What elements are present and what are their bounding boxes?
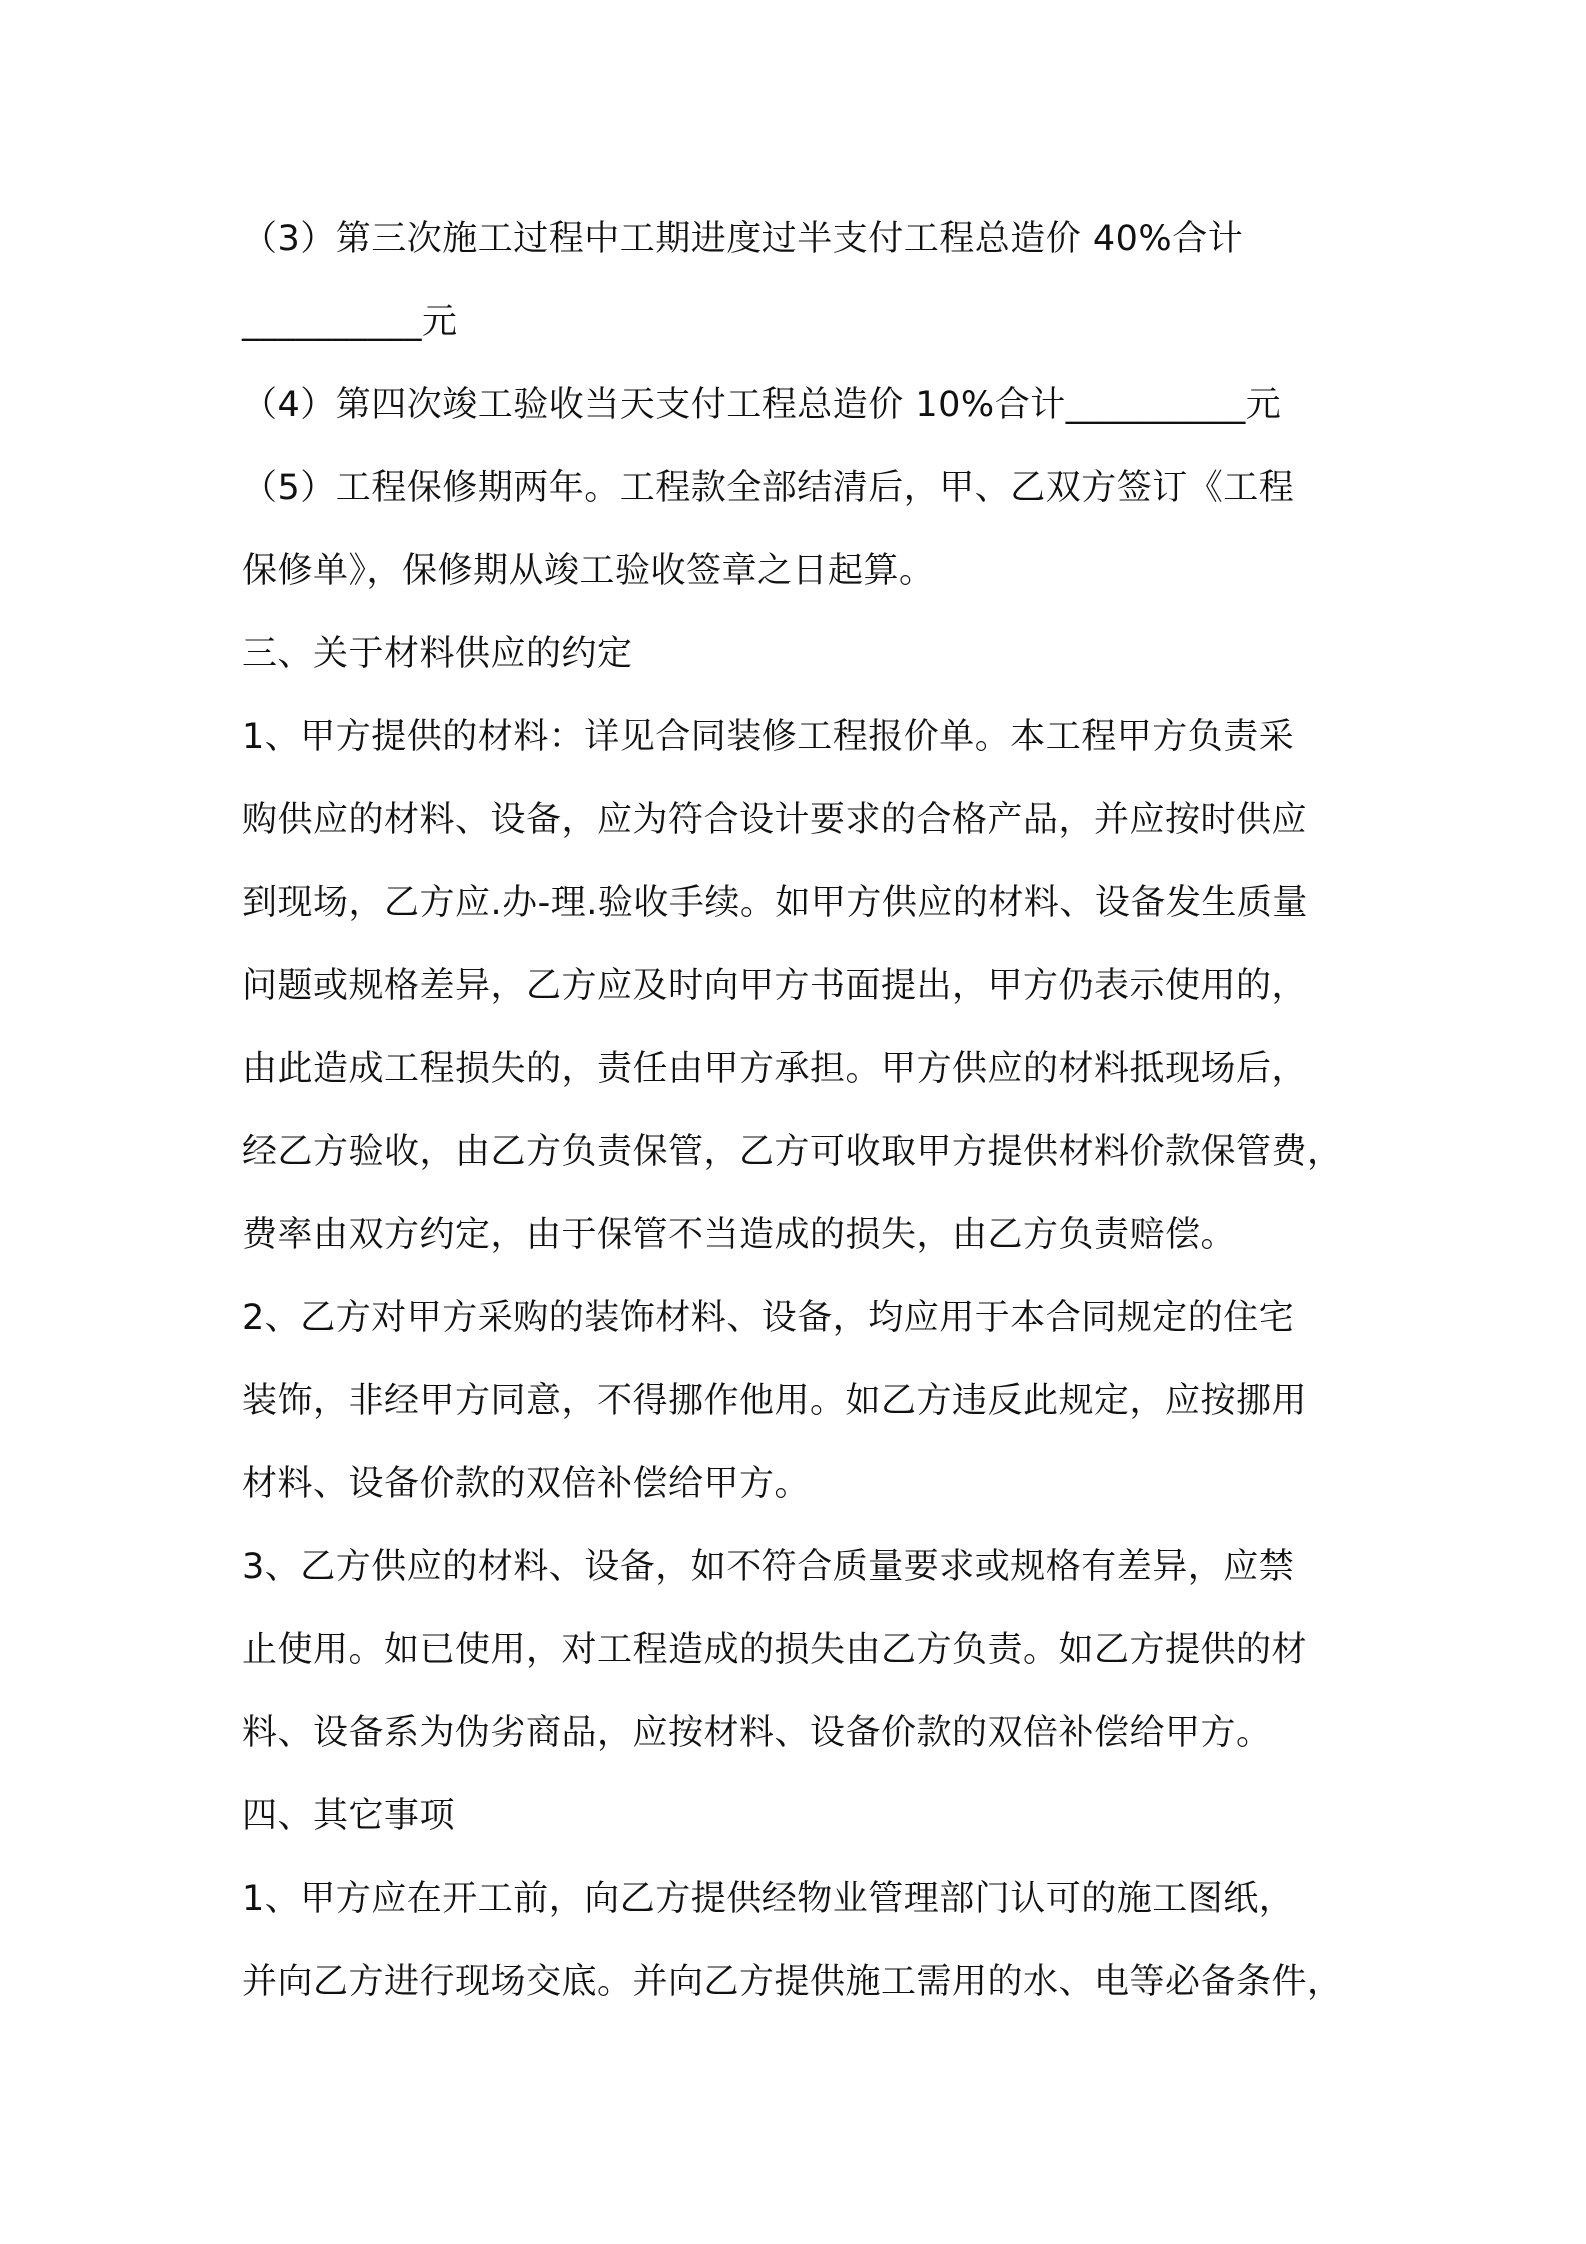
text-line: 购供应的材料、设备，应为符合设计要求的合格产品，并应按时供应: [242, 800, 1308, 840]
text-line: 经乙方验收，由乙方负责保管，乙方可收取甲方提供材料价款保管费，: [242, 1132, 1343, 1172]
document-body: [242, 198, 1366, 2024]
text-line: 1、甲方提供的材料：详见合同装修工程报价单。本工程甲方负责采: [242, 717, 1295, 757]
text-line: 费率由双方约定，由于保管不当造成的损失，由乙方负责赔偿。: [242, 1215, 1237, 1255]
text-line: 2、乙方对甲方采购的装饰材料、设备，均应用于本合同规定的住宅: [242, 1298, 1295, 1338]
text-line: 到现场，乙方应.办-理.验收手续。如甲方供应的材料、设备发生质量: [242, 883, 1308, 923]
text-line: 问题或规格差异，乙方应及时向甲方书面提出，甲方仍表示使用的，: [242, 966, 1308, 1006]
section-heading: 三、关于材料供应的约定: [242, 634, 633, 674]
section-heading: 四、其它事项: [242, 1796, 456, 1836]
text-line: （4）第四次竣工验收当天支付工程总造价 10%合计__________元: [242, 385, 1282, 425]
text-line: （3）第三次施工过程中工期进度过半支付工程总造价 40%合计: [242, 219, 1244, 259]
text-line: 保修单》，保修期从竣工验收签章之日起算。: [242, 551, 935, 591]
text-line: 止使用。如已使用，对工程造成的损失由乙方负责。如乙方提供的材: [242, 1630, 1308, 1670]
text-line: 装饰，非经甲方同意，不得挪作他用。如乙方违反此规定，应按挪用: [242, 1381, 1308, 1421]
text-line: 料、设备系为伪劣商品，应按材料、设备价款的双倍补偿给甲方。: [242, 1713, 1272, 1753]
text-line: 1、甲方应在开工前，向乙方提供经物业管理部门认可的施工图纸，: [242, 1879, 1295, 1919]
text-line: 由此造成工程损失的，责任由甲方承担。甲方供应的材料抵现场后，: [242, 1049, 1308, 1089]
text-line: （5）工程保修期两年。工程款全部结清后，甲、乙双方签订《工程: [242, 468, 1295, 508]
text-line: 3、乙方供应的材料、设备，如不符合质量要求或规格有差异，应禁: [242, 1547, 1295, 1587]
text-line: 材料、设备价款的双倍补偿给甲方。: [242, 1464, 811, 1504]
text-line: __________元: [242, 302, 458, 342]
text-line: 并向乙方进行现场交底。并向乙方提供施工需用的水、电等必备条件，: [242, 1962, 1343, 2002]
